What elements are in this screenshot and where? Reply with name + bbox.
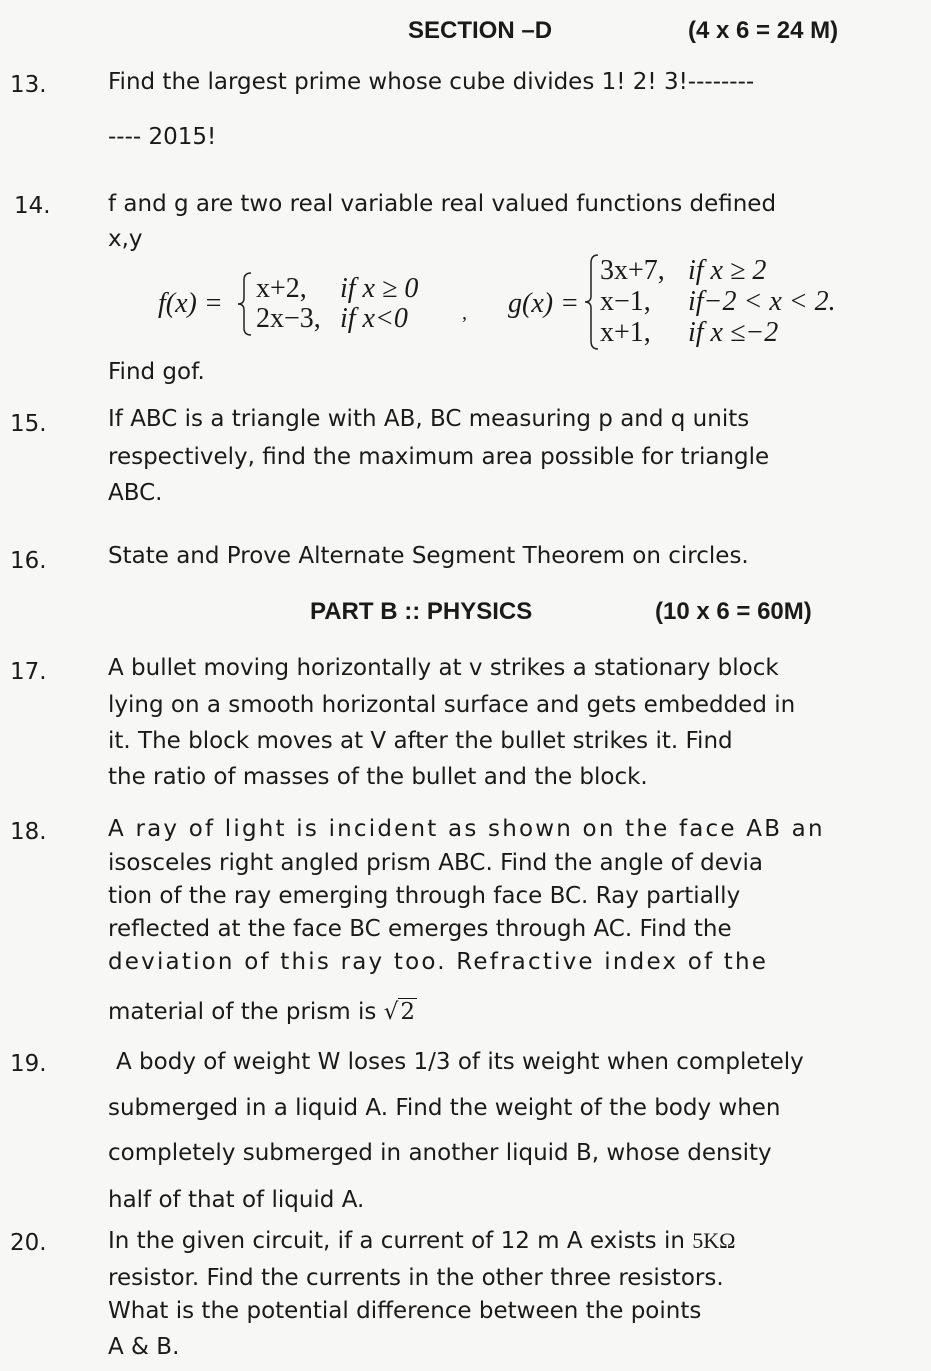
question-line: submerged in a liquid A. Find the weight of the body when bbox=[108, 1095, 781, 1121]
separator: , bbox=[462, 302, 467, 324]
question-line: isosceles right angled prism ABC. Find the angle of devia bbox=[108, 850, 764, 876]
f-case-cond: if x<0 bbox=[340, 303, 408, 334]
g-case-cond: if x ≥ 2 bbox=[688, 255, 767, 286]
question-line: x,y bbox=[108, 226, 143, 252]
g-case-expr: x−1, bbox=[600, 286, 651, 317]
question-line-text: material of the prism is bbox=[108, 999, 377, 1025]
f-case-cond: if x ≥ 0 bbox=[340, 273, 419, 304]
sqrt-symbol: √ bbox=[383, 999, 399, 1025]
g-case-cond: if x ≤−2 bbox=[688, 317, 779, 348]
question-line: tion of the ray emerging through face BC. Ray partially bbox=[108, 883, 741, 909]
question-line: f and g are two real variable real valued functions defined bbox=[108, 191, 777, 217]
brace-icon bbox=[237, 272, 253, 336]
question-line: What is the potential difference between the points bbox=[108, 1298, 702, 1324]
g-lhs: g(x) = bbox=[508, 288, 579, 319]
question-line: it. The block moves at V after the bullet strikes it. Find bbox=[108, 728, 733, 754]
g-case-cond: if−2 < x < 2. bbox=[688, 286, 836, 317]
g-case-expr: x+1, bbox=[600, 317, 651, 348]
section-marks: (4 x 6 = 24 M) bbox=[688, 17, 839, 44]
question-line: completely submerged in another liquid B, whose density bbox=[108, 1140, 772, 1166]
g-case-expr: 3x+7, bbox=[600, 255, 665, 286]
question-line: If ABC is a triangle with AB, BC measuring p and q units bbox=[108, 406, 750, 432]
question-line: reflected at the face BC emerges through AC. Find the bbox=[108, 916, 732, 942]
question-number: 20. bbox=[10, 1230, 47, 1256]
question-line: State and Prove Alternate Segment Theorem on circles. bbox=[108, 543, 749, 569]
section-title: SECTION –D bbox=[408, 17, 553, 44]
question-number: 15. bbox=[10, 411, 47, 437]
f-lhs: f(x) = bbox=[158, 288, 223, 319]
question-line: ---- 2015! bbox=[108, 124, 217, 150]
sqrt-value: 2 bbox=[400, 999, 415, 1025]
question-number: 18. bbox=[10, 819, 47, 845]
question-number: 17. bbox=[10, 659, 47, 685]
question-line bbox=[108, 997, 417, 1027]
question-line: resistor. Find the currents in the other three resistors. bbox=[108, 1265, 724, 1291]
brace-icon bbox=[584, 254, 600, 350]
question-line: half of that of liquid A. bbox=[108, 1187, 365, 1213]
question-line: Find the largest prime whose cube divides 1! 2! 3!-------- bbox=[108, 69, 755, 95]
question-number: 16. bbox=[10, 548, 47, 574]
question-line: deviation of this ray too. Refractive index of the bbox=[108, 949, 769, 975]
question-line bbox=[108, 1226, 735, 1256]
resistor-value: 5KΩ bbox=[692, 1228, 736, 1253]
question-line-text: In the given circuit, if a current of 12 m A exists in bbox=[108, 1228, 685, 1254]
part-title: PART B :: PHYSICS bbox=[310, 598, 533, 625]
question-number: 19. bbox=[10, 1051, 47, 1077]
question-number: 13. bbox=[10, 72, 47, 98]
question-line: A & B. bbox=[108, 1334, 180, 1360]
question-line: Find gof. bbox=[108, 359, 205, 385]
part-marks: (10 x 6 = 60M) bbox=[655, 598, 812, 625]
question-line: lying on a smooth horizontal surface and gets embedded in bbox=[108, 692, 796, 718]
question-number: 14. bbox=[14, 193, 51, 219]
question-line: the ratio of masses of the bullet and the block. bbox=[108, 764, 648, 790]
question-line: ABC. bbox=[108, 480, 163, 506]
question-line: A bullet moving horizontally at v strikes a stationary block bbox=[108, 655, 779, 681]
question-line: A ray of light is incident as shown on the face AB an bbox=[108, 816, 825, 842]
question-line: respectively, find the maximum area possible for triangle bbox=[108, 444, 770, 470]
question-line: A body of weight W loses 1/3 of its weight when completely bbox=[116, 1049, 804, 1075]
square-root bbox=[384, 998, 417, 1025]
f-case-expr: x+2, bbox=[256, 273, 307, 304]
f-case-expr: 2x−3, bbox=[256, 303, 321, 334]
